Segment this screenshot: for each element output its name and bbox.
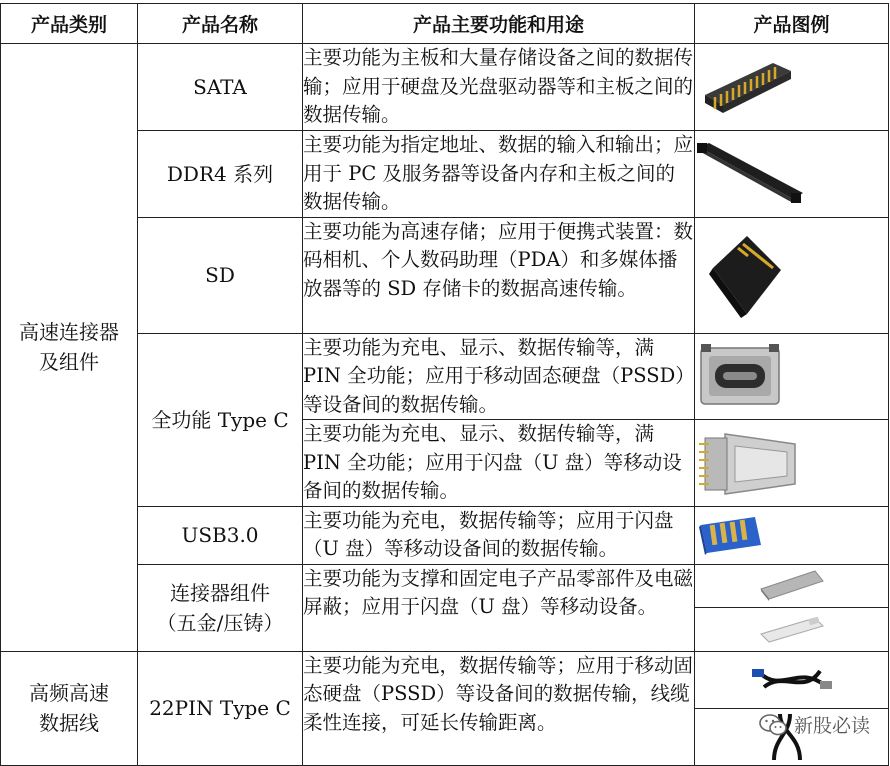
- watermark-text: 新股必读: [793, 715, 870, 737]
- category-label: 高速连接器及组件: [19, 320, 119, 375]
- product-name: DDR4 系列: [138, 131, 303, 218]
- product-description: 主要功能为充电，数据传输等；应用于移动固态硬盘（PSSD）等设备间的数据传输，线缆柔性连接，可延长传输距离。: [303, 651, 695, 765]
- product-name: [138, 564, 303, 651]
- product-name: 22PIN Type C: [138, 651, 303, 765]
- product-image-cell: [695, 333, 889, 420]
- typec-plug-icon: [695, 424, 805, 502]
- category-cell: [1, 651, 138, 765]
- product-description: 主要功能为高速存储；应用于便携式装置：数码相机、个人数码助理（PDA）和多媒体播放器等的 SD 存储卡的数据高速传输。: [303, 217, 695, 333]
- image-slot: [695, 652, 888, 708]
- header-category: 产品类别: [1, 4, 138, 44]
- product-description: 主要功能为充电、显示、数据传输等，满 PIN 全功能；应用于移动固态硬盘（PSSD）等设备间的数据传输。: [303, 333, 695, 420]
- header-function: 产品主要功能和用途: [303, 4, 695, 44]
- header-name: 产品名称: [138, 4, 303, 44]
- product-image-cell: [695, 131, 889, 218]
- product-image-cell: [695, 651, 889, 765]
- category-label: 高频高速数据线: [29, 681, 109, 735]
- sd-card-icon: [695, 230, 785, 320]
- ddr4-slot-icon: [695, 141, 805, 207]
- usb-cable-icon: [750, 663, 834, 697]
- typec-receptacle-icon: [695, 340, 785, 412]
- image-split: [695, 565, 888, 651]
- watermark: [758, 711, 870, 738]
- product-image-cell: [695, 564, 889, 651]
- usb3-module-icon: [695, 513, 765, 557]
- image-split: [695, 652, 888, 765]
- table-row: [1, 44, 889, 131]
- image-slot: [695, 565, 888, 608]
- image-slot: [695, 607, 888, 651]
- diecast-shell-icon: [757, 612, 827, 646]
- table-row: [1, 651, 889, 765]
- product-description: 主要功能为主板和大量存储设备之间的数据传输；应用于硬盘及光盘驱动器等和主板之间的数据传输。: [303, 44, 695, 131]
- category-cell: [1, 44, 138, 652]
- product-name-line: 连接器组件: [170, 580, 270, 605]
- product-image-cell: [695, 217, 889, 333]
- product-image-cell: [695, 506, 889, 564]
- product-name: USB3.0: [138, 506, 303, 564]
- wechat-icon: [758, 713, 788, 737]
- product-name: SATA: [138, 44, 303, 131]
- product-image-cell: [695, 420, 889, 507]
- header-image: 产品图例: [695, 4, 889, 44]
- metal-shell-icon: [757, 569, 827, 603]
- product-name: 全功能 Type C: [138, 333, 303, 506]
- product-table: [0, 3, 889, 766]
- product-image-cell: [695, 44, 889, 131]
- product-description: 主要功能为指定地址、数据的输入和输出；应用于 PC 及服务器等设备内存和主板之间的数据传输。: [303, 131, 695, 218]
- product-name: SD: [138, 217, 303, 333]
- product-description: 主要功能为充电、显示、数据传输等，满 PIN 全功能；应用于闪盘（U 盘）等移动设备间的数据传输。: [303, 420, 695, 507]
- product-description: 主要功能为充电，数据传输等；应用于闪盘（U 盘）等移动设备间的数据传输。: [303, 506, 695, 564]
- product-description: 主要功能为支撑和固定电子产品零部件及电磁屏蔽；应用于闪盘（U 盘）等移动设备。: [303, 564, 695, 651]
- header-row: [1, 4, 889, 44]
- product-name-line: （五金/压铸）: [156, 610, 284, 635]
- sata-connector-icon: [695, 57, 795, 117]
